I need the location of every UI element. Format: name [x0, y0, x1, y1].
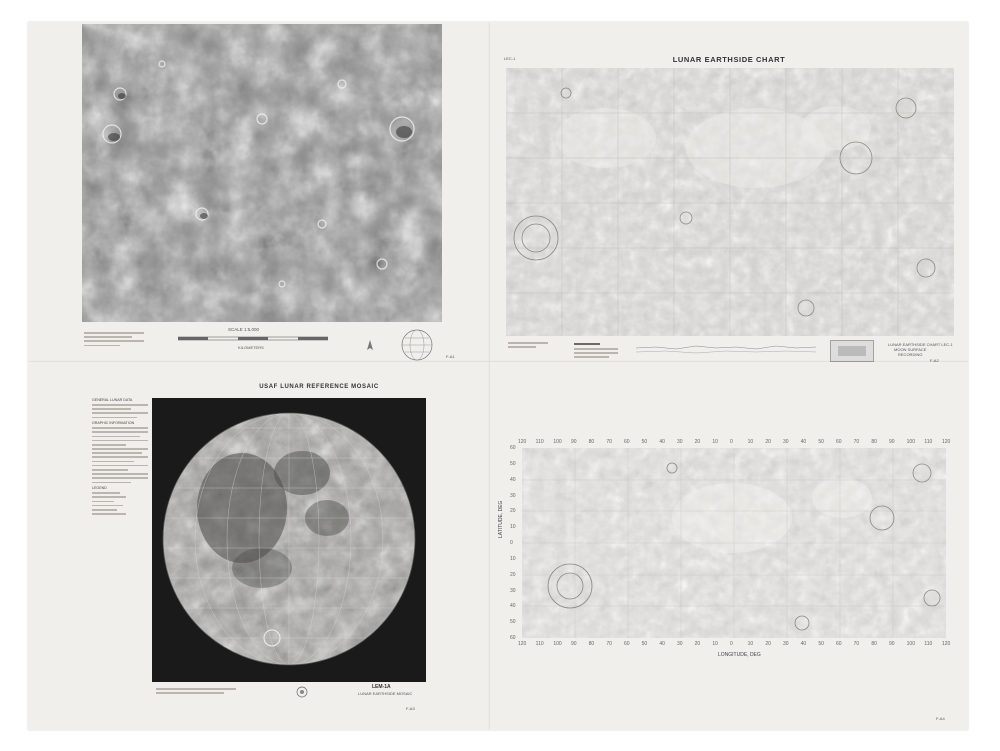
- left-tick-1: 50: [510, 460, 516, 467]
- mosaic-side-notes: [92, 398, 148, 517]
- lunar-earthside-chart-sheet: [490, 22, 968, 362]
- top-tick-15: 30: [783, 439, 789, 445]
- left-tick-4: 20: [510, 508, 516, 515]
- footer-code: F-A3: [406, 706, 415, 711]
- top-tick-22: 100: [906, 439, 915, 445]
- bottom-tick-18: 60: [836, 641, 842, 647]
- bottom-tick-12: 0: [730, 641, 733, 647]
- side-label-2: MOON SURFACE: [894, 347, 927, 352]
- top-tick-6: 60: [624, 439, 630, 445]
- bottom-tick-10: 20: [694, 641, 701, 647]
- bottom-tick-17: 50: [818, 641, 824, 647]
- top-tick-3: 90: [571, 439, 577, 445]
- bottom-tick-9: 30: [677, 641, 683, 647]
- top-tick-16: 40: [800, 439, 807, 445]
- earthside-chart-map: [506, 68, 954, 336]
- bottom-tick-8: 40: [659, 641, 665, 647]
- lunar-graticule-chart-sheet: [490, 362, 968, 730]
- mosaic-code: LEM-1A: [372, 684, 391, 690]
- scale-sub-label: KILOMETERS: [238, 345, 264, 350]
- globe-index-icon: [400, 328, 434, 362]
- mosaic-credit: [156, 688, 236, 696]
- top-tick-23: 110: [924, 439, 933, 445]
- left-tick-10: 40: [510, 603, 516, 610]
- bottom-tick-22: 100: [906, 641, 915, 647]
- bottom-tick-14: 20: [765, 641, 771, 647]
- top-tick-19: 70: [853, 439, 860, 445]
- bottom-tick-15: 30: [783, 641, 789, 647]
- top-tick-17: 50: [818, 439, 824, 445]
- left-tick-2: 40: [510, 476, 516, 483]
- left-tick-11: 50: [510, 619, 516, 626]
- top-tick-0: 120: [518, 439, 527, 445]
- top-tick-5: 70: [606, 439, 612, 445]
- bottom-tick-21: 90: [889, 641, 895, 647]
- y-axis-label: LATITUDE, DEG: [498, 500, 504, 538]
- elevation-profile: [636, 340, 816, 356]
- scale-label: SCALE 1:5,000: [228, 327, 260, 332]
- top-tick-4: 80: [588, 439, 595, 445]
- top-tick-18: 60: [836, 439, 842, 445]
- photo-caption-block: [84, 332, 144, 349]
- top-tick-14: 20: [765, 439, 771, 445]
- bottom-tick-6: 60: [624, 641, 630, 647]
- bottom-tick-4: 80: [588, 641, 595, 647]
- bottom-tick-0: 120: [518, 641, 527, 647]
- bottom-tick-11: 10: [712, 641, 718, 647]
- top-tick-1: 110: [535, 439, 544, 445]
- lunar-surface-photograph: [82, 24, 442, 322]
- side-label-3: RECORDING: [898, 352, 923, 357]
- lunar-photo-sheet: [28, 22, 490, 362]
- scale-bar: [178, 335, 328, 343]
- side-heading-graphic: GRAPHIC INFORMATION: [92, 421, 135, 426]
- top-tick-8: 40: [659, 439, 665, 445]
- footer-code: F-A4: [936, 716, 945, 721]
- top-tick-20: 80: [871, 439, 877, 445]
- side-label: LUNAR EARTHSIDE CHART LEC-1: [888, 342, 953, 347]
- left-tick-9: 30: [510, 587, 516, 594]
- footer-code: F-A2: [930, 358, 939, 362]
- top-tick-24: 120: [942, 439, 951, 445]
- chart-title: LUNAR EARTHSIDE CHART: [672, 55, 786, 64]
- bottom-tick-19: 70: [853, 641, 860, 647]
- bottom-tick-2: 100: [553, 641, 562, 647]
- north-arrow-icon: [366, 340, 374, 354]
- top-tick-9: 30: [677, 439, 683, 445]
- bottom-tick-1: 110: [535, 641, 544, 647]
- bottom-tick-13: 10: [747, 641, 754, 647]
- graticule-chart-map: [522, 448, 946, 638]
- left-tick-5: 10: [510, 524, 516, 531]
- index-map-inset: [830, 340, 874, 362]
- top-tick-2: 100: [553, 439, 562, 445]
- corner-label: LEC-1: [504, 56, 516, 61]
- left-tick-12: 60: [510, 635, 516, 641]
- chart-notes-left: [508, 342, 548, 350]
- x-axis-label: LONGITUDE, DEG: [718, 652, 761, 658]
- bottom-tick-7: 50: [641, 641, 648, 647]
- full-moon-mosaic: [152, 398, 426, 682]
- side-heading-legend: LEGEND: [92, 486, 107, 491]
- top-tick-12: 0: [730, 439, 733, 445]
- top-tick-13: 10: [747, 439, 754, 445]
- left-tick-6: 0: [510, 540, 513, 546]
- top-tick-11: 10: [712, 439, 718, 445]
- top-tick-7: 50: [641, 439, 648, 445]
- bottom-tick-20: 80: [871, 641, 877, 647]
- side-heading-general: GENERAL LUNAR DATA: [92, 398, 133, 402]
- bottom-tick-24: 120: [942, 641, 951, 647]
- bottom-tick-16: 40: [800, 641, 807, 647]
- bottom-tick-23: 110: [924, 641, 933, 647]
- left-tick-3: 30: [510, 492, 516, 499]
- mosaic-title: USAF LUNAR REFERENCE MOSAIC: [259, 384, 379, 390]
- seal-icon: [296, 686, 308, 698]
- lunar-reference-mosaic-sheet: [28, 362, 490, 730]
- bottom-tick-5: 70: [606, 641, 612, 647]
- top-tick-21: 90: [889, 439, 895, 445]
- chart-notes-center: [574, 340, 618, 361]
- top-tick-10: 20: [694, 439, 701, 445]
- bottom-tick-3: 90: [571, 641, 577, 647]
- left-tick-0: 60: [510, 445, 516, 451]
- left-tick-8: 20: [510, 571, 516, 578]
- left-tick-7: 10: [510, 555, 516, 562]
- mosaic-sub: LUNAR EARTHSIDE MOSAIC: [358, 691, 413, 696]
- footer-code: F-A1: [446, 354, 455, 359]
